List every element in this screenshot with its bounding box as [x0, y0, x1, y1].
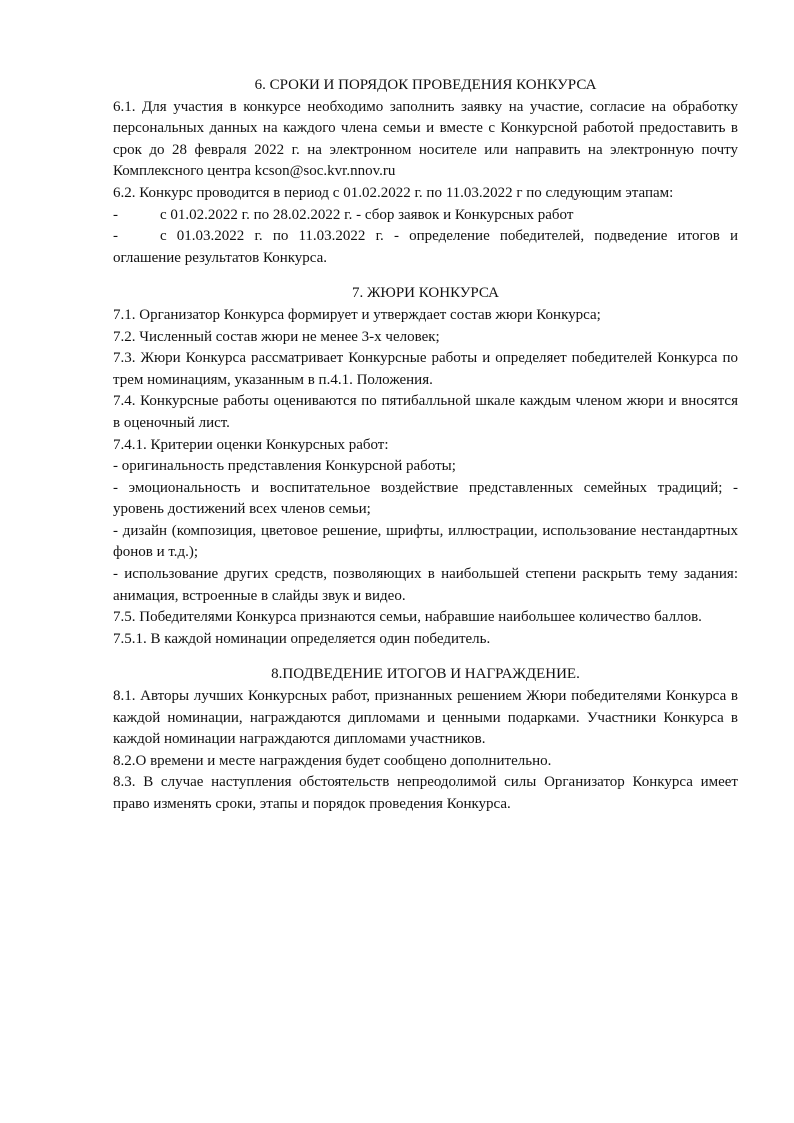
criterion-item: - дизайн (композиция, цветовое решение, шрифты, иллюстрации, использование нестандартных фонов и т.д.); — [113, 522, 738, 561]
section-gap — [113, 650, 738, 664]
clause-6-1: 6.1. Для участия в конкурсе необходимо заполнить заявку на участие, согласие на обработку персональных данных на каждого члена семьи и вместе с Конкурсной работой предоставить в срок до 28 февраля 2022 г. на электронном носителе или направить на электронную почту Комплексного центра kcson@soc.kvr.nnov.ru — [113, 98, 738, 180]
clause-7-2: 7.2. Численный состав жюри не менее 3-х человек; — [113, 328, 440, 345]
clause-8-3: 8.3. В случае наступления обстоятельств непреодолимой силы Организатор Конкурса имеет право изменять сроки, этапы и порядок проведения Конкурса. — [113, 774, 738, 812]
criterion-item: - оригинальность представления Конкурсной работы; — [113, 458, 456, 475]
clause-6-2: 6.2. Конкурс проводится в период с 01.02.2022 г. по 11.03.2022 г по следующим этапам: — [113, 184, 674, 201]
clause-7-5-1: 7.5.1. В каждой номинации определяется один победитель. — [113, 630, 491, 647]
criterion-item: - эмоциональность и воспитательное воздействие представленных семейных традиций; - уровень достижений всех членов семьи; — [113, 479, 738, 518]
dash-marker: - — [113, 206, 118, 223]
section-8-heading: 8.ПОДВЕДЕНИЕ ИТОГОВ И НАГРАЖДЕНИЕ. — [271, 666, 580, 683]
section-6-heading: 6. СРОКИ И ПОРЯДОК ПРОВЕДЕНИЯ КОНКУРСА — [254, 77, 597, 93]
stage-text: с 01.02.2022 г. по 28.02.2022 г. - сбор заявок и Конкурсных работ — [160, 206, 574, 223]
clause-8-2: 8.2.О времени и месте награждения будет сообщено дополнительно. — [113, 752, 552, 769]
stage-item — [113, 226, 738, 269]
clause-7-4-1: 7.4.1. Критерии оценки Конкурсных работ: — [113, 436, 389, 453]
clause-7-3: 7.3. Жюри Конкурса рассматривает Конкурсные работы и определяет победителей Конкурса по трем номинациям, указанным в п.4.1. Положения. — [113, 350, 738, 388]
clause-7-1: 7.1. Организатор Конкурса формирует и утверждает состав жюри Конкурса; — [113, 306, 601, 323]
section-gap — [113, 269, 738, 283]
stage-text: с 01.03.2022 г. по 11.03.2022 г. - определение победителей, подведение итогов и оглашение результатов Конкурса. — [113, 228, 738, 266]
section-7-heading: 7. ЖЮРИ КОНКУРСА — [351, 285, 500, 302]
stage-item — [113, 205, 738, 227]
clause-7-4: 7.4. Конкурсные работы оцениваются по пятибалльной шкале каждым членом жюри и вносятся в оценочный лист. — [113, 393, 738, 431]
document-page — [113, 75, 738, 816]
dash-marker: - — [113, 228, 118, 245]
clause-7-5: 7.5. Победителями Конкурса признаются семьи, набравшие наибольшее количество баллов. — [113, 609, 702, 626]
clause-8-1: 8.1. Авторы лучших Конкурсных работ, признанных решением Жюри победителями Конкурса в каждой номинации, награждаются дипломами и ценными подарками. Участники Конкурса в каждой номинации награждаются дипломами участников. — [113, 688, 738, 748]
criterion-item: - использование других средств, позволяющих в наибольшей степени раскрыть тему задания: анимация, встроенные в слайды звук и видео. — [113, 566, 738, 604]
